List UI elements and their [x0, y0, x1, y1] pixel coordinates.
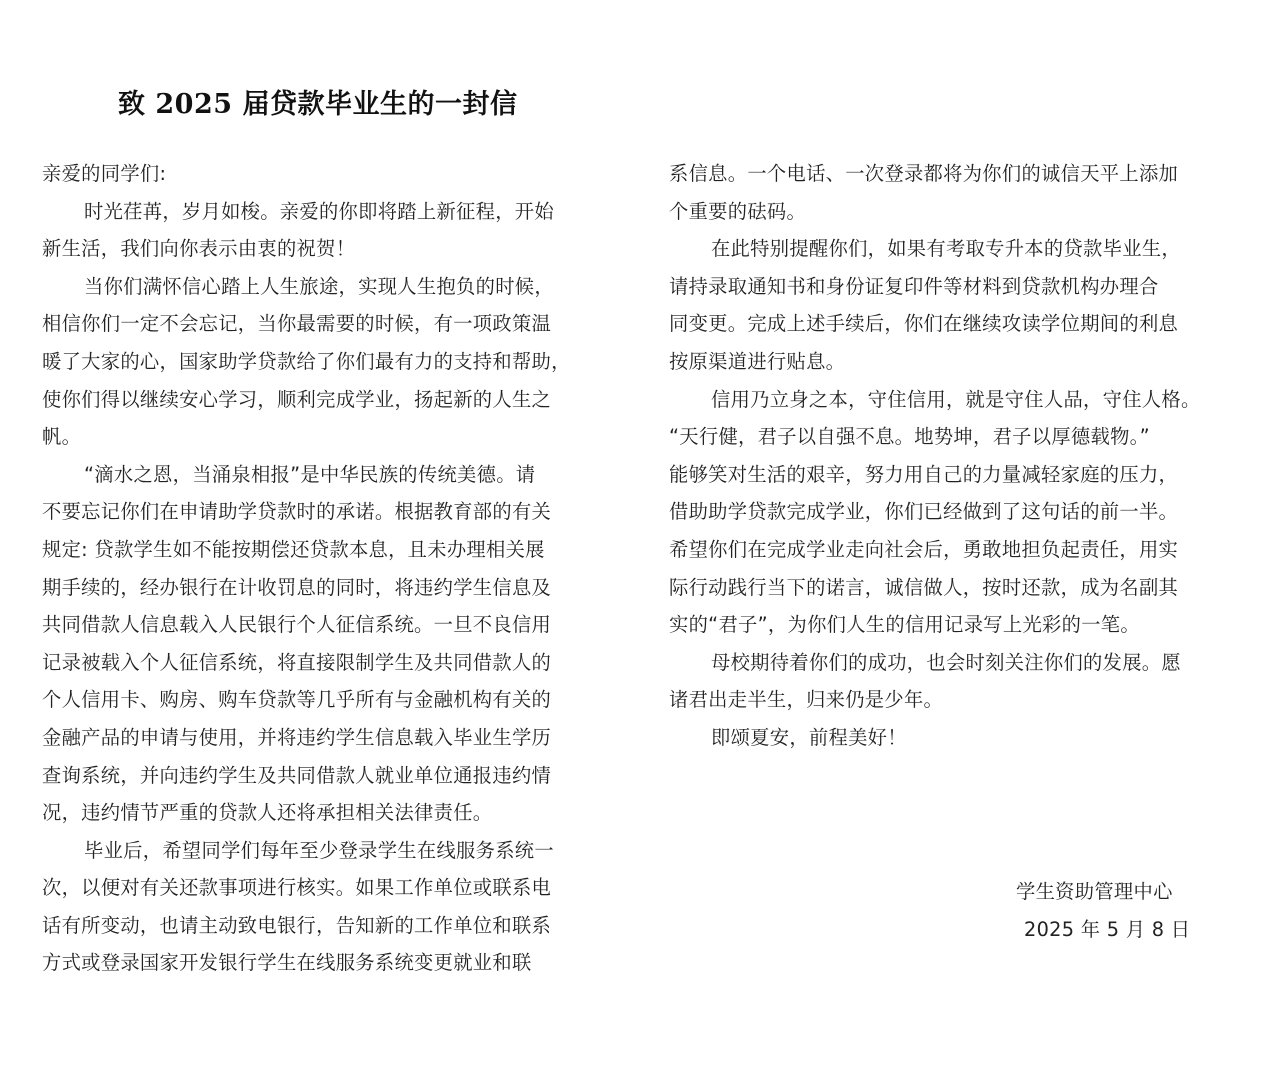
signature-block [1000, 873, 1200, 948]
letter-title: 致 2025 届贷款毕业生的一封信 [118, 89, 518, 120]
text-line: 信用乃立身之本，守住信用，就是守住人品，守住人格。 [711, 387, 1201, 411]
text-line: 实的“君子”，为你们人生的信用记录写上光彩的一笔。 [669, 613, 1140, 637]
signature-organization: 学生资助管理中心 [1016, 880, 1173, 903]
text-line: 毕业后，希望同学们每年至少登录学生在线服务系统一 [84, 838, 554, 862]
text-line: 个重要的砝码。 [669, 199, 807, 223]
salutation: 亲爱的同学们: [42, 162, 167, 185]
text-line: 不要忘记你们在申请助学贷款时的承诺。根据教育部的有关 [42, 500, 552, 524]
text-line: 相信你们一定不会忘记，当你最需要的时候，有一项政策温 [42, 312, 552, 336]
text-line: 使你们得以继续安心学习，顺利完成学业，扬起新的人生之 [42, 387, 552, 411]
text-line: 时光荏苒，岁月如梭。亲爱的你即将踏上新征程，开始 [84, 199, 554, 223]
text-line: 况，违约情节严重的贷款人还将承担相关法律责任。 [42, 801, 493, 825]
text-line: 方式或登录国家开发银行学生在线服务系统变更就业和联 [42, 951, 532, 975]
text-line: 借助助学贷款完成学业，你们已经做到了这句话的前一半。 [669, 500, 1179, 524]
right-column [669, 155, 1234, 757]
text-line: 个人信用卡、购房、购车贷款等几乎所有与金融机构有关的 [42, 688, 552, 712]
text-line: 当你们满怀信心踏上人生旅途，实现人生抱负的时候， [84, 274, 554, 298]
text-line: 记录被载入个人征信系统，将直接限制学生及共同借款人的 [42, 650, 552, 674]
text-line: 新生活，我们向你表示由衷的祝贺！ [42, 237, 356, 261]
closing-line: 即颂夏安，前程美好！ [711, 725, 907, 749]
text-line: 规定: 贷款学生如不能按期偿还贷款本息，且未办理相关展 [42, 537, 545, 561]
text-line: 请持录取通知书和身份证复印件等材料到贷款机构办理合 [669, 274, 1159, 298]
text-line: 际行动践行当下的诺言，诚信做人，按时还款，成为名副其 [669, 575, 1179, 599]
text-line: 诸君出走半生，归来仍是少年。 [669, 688, 944, 712]
text-line: 按原渠道进行贴息。 [669, 349, 846, 373]
text-line: “滴水之恩，当涌泉相报”是中华民族的传统美德。请 [84, 462, 536, 486]
text-line: 帆。 [42, 425, 82, 449]
text-line: 次，以便对有关还款事项进行核实。如果工作单位或联系电 [42, 876, 552, 900]
text-line: 系信息。一个电话、一次登录都将为你们的诚信天平上添加 [669, 162, 1179, 185]
text-line: 在此特别提醒你们，如果有考取专升本的贷款毕业生， [711, 237, 1181, 261]
text-line: 话有所变动，也请主动致电银行，告知新的工作单位和联系 [42, 913, 552, 937]
text-line: 期手续的，经办银行在计收罚息的同时，将违约学生信息及 [42, 575, 552, 599]
text-line: 能够笑对生活的艰辛，努力用自己的力量减轻家庭的压力， [669, 462, 1179, 486]
text-line: 希望你们在完成学业走向社会后，勇敢地担负起责任，用实 [669, 537, 1179, 561]
text-line: 金融产品的申请与使用，并将违约学生信息载入毕业生学历 [42, 725, 552, 749]
signature-date: 2025 年 5 月 8 日 [1024, 917, 1191, 941]
left-column [42, 155, 607, 982]
text-line: 暖了大家的心，国家助学贷款给了你们最有力的支持和帮助， [42, 349, 571, 373]
text-line: 母校期待着你们的成功，也会时刻关注你们的发展。愿 [711, 650, 1181, 674]
text-line: “天行健，君子以自强不息。地势坤，君子以厚德载物。” [669, 425, 1150, 449]
text-line: 同变更。完成上述手续后，你们在继续攻读学位期间的利息 [669, 312, 1179, 336]
text-line: 共同借款人信息载入人民银行个人征信系统。一旦不良信用 [42, 613, 552, 637]
text-line: 查询系统，并向违约学生及共同借款人就业单位通报违约情 [42, 763, 552, 787]
